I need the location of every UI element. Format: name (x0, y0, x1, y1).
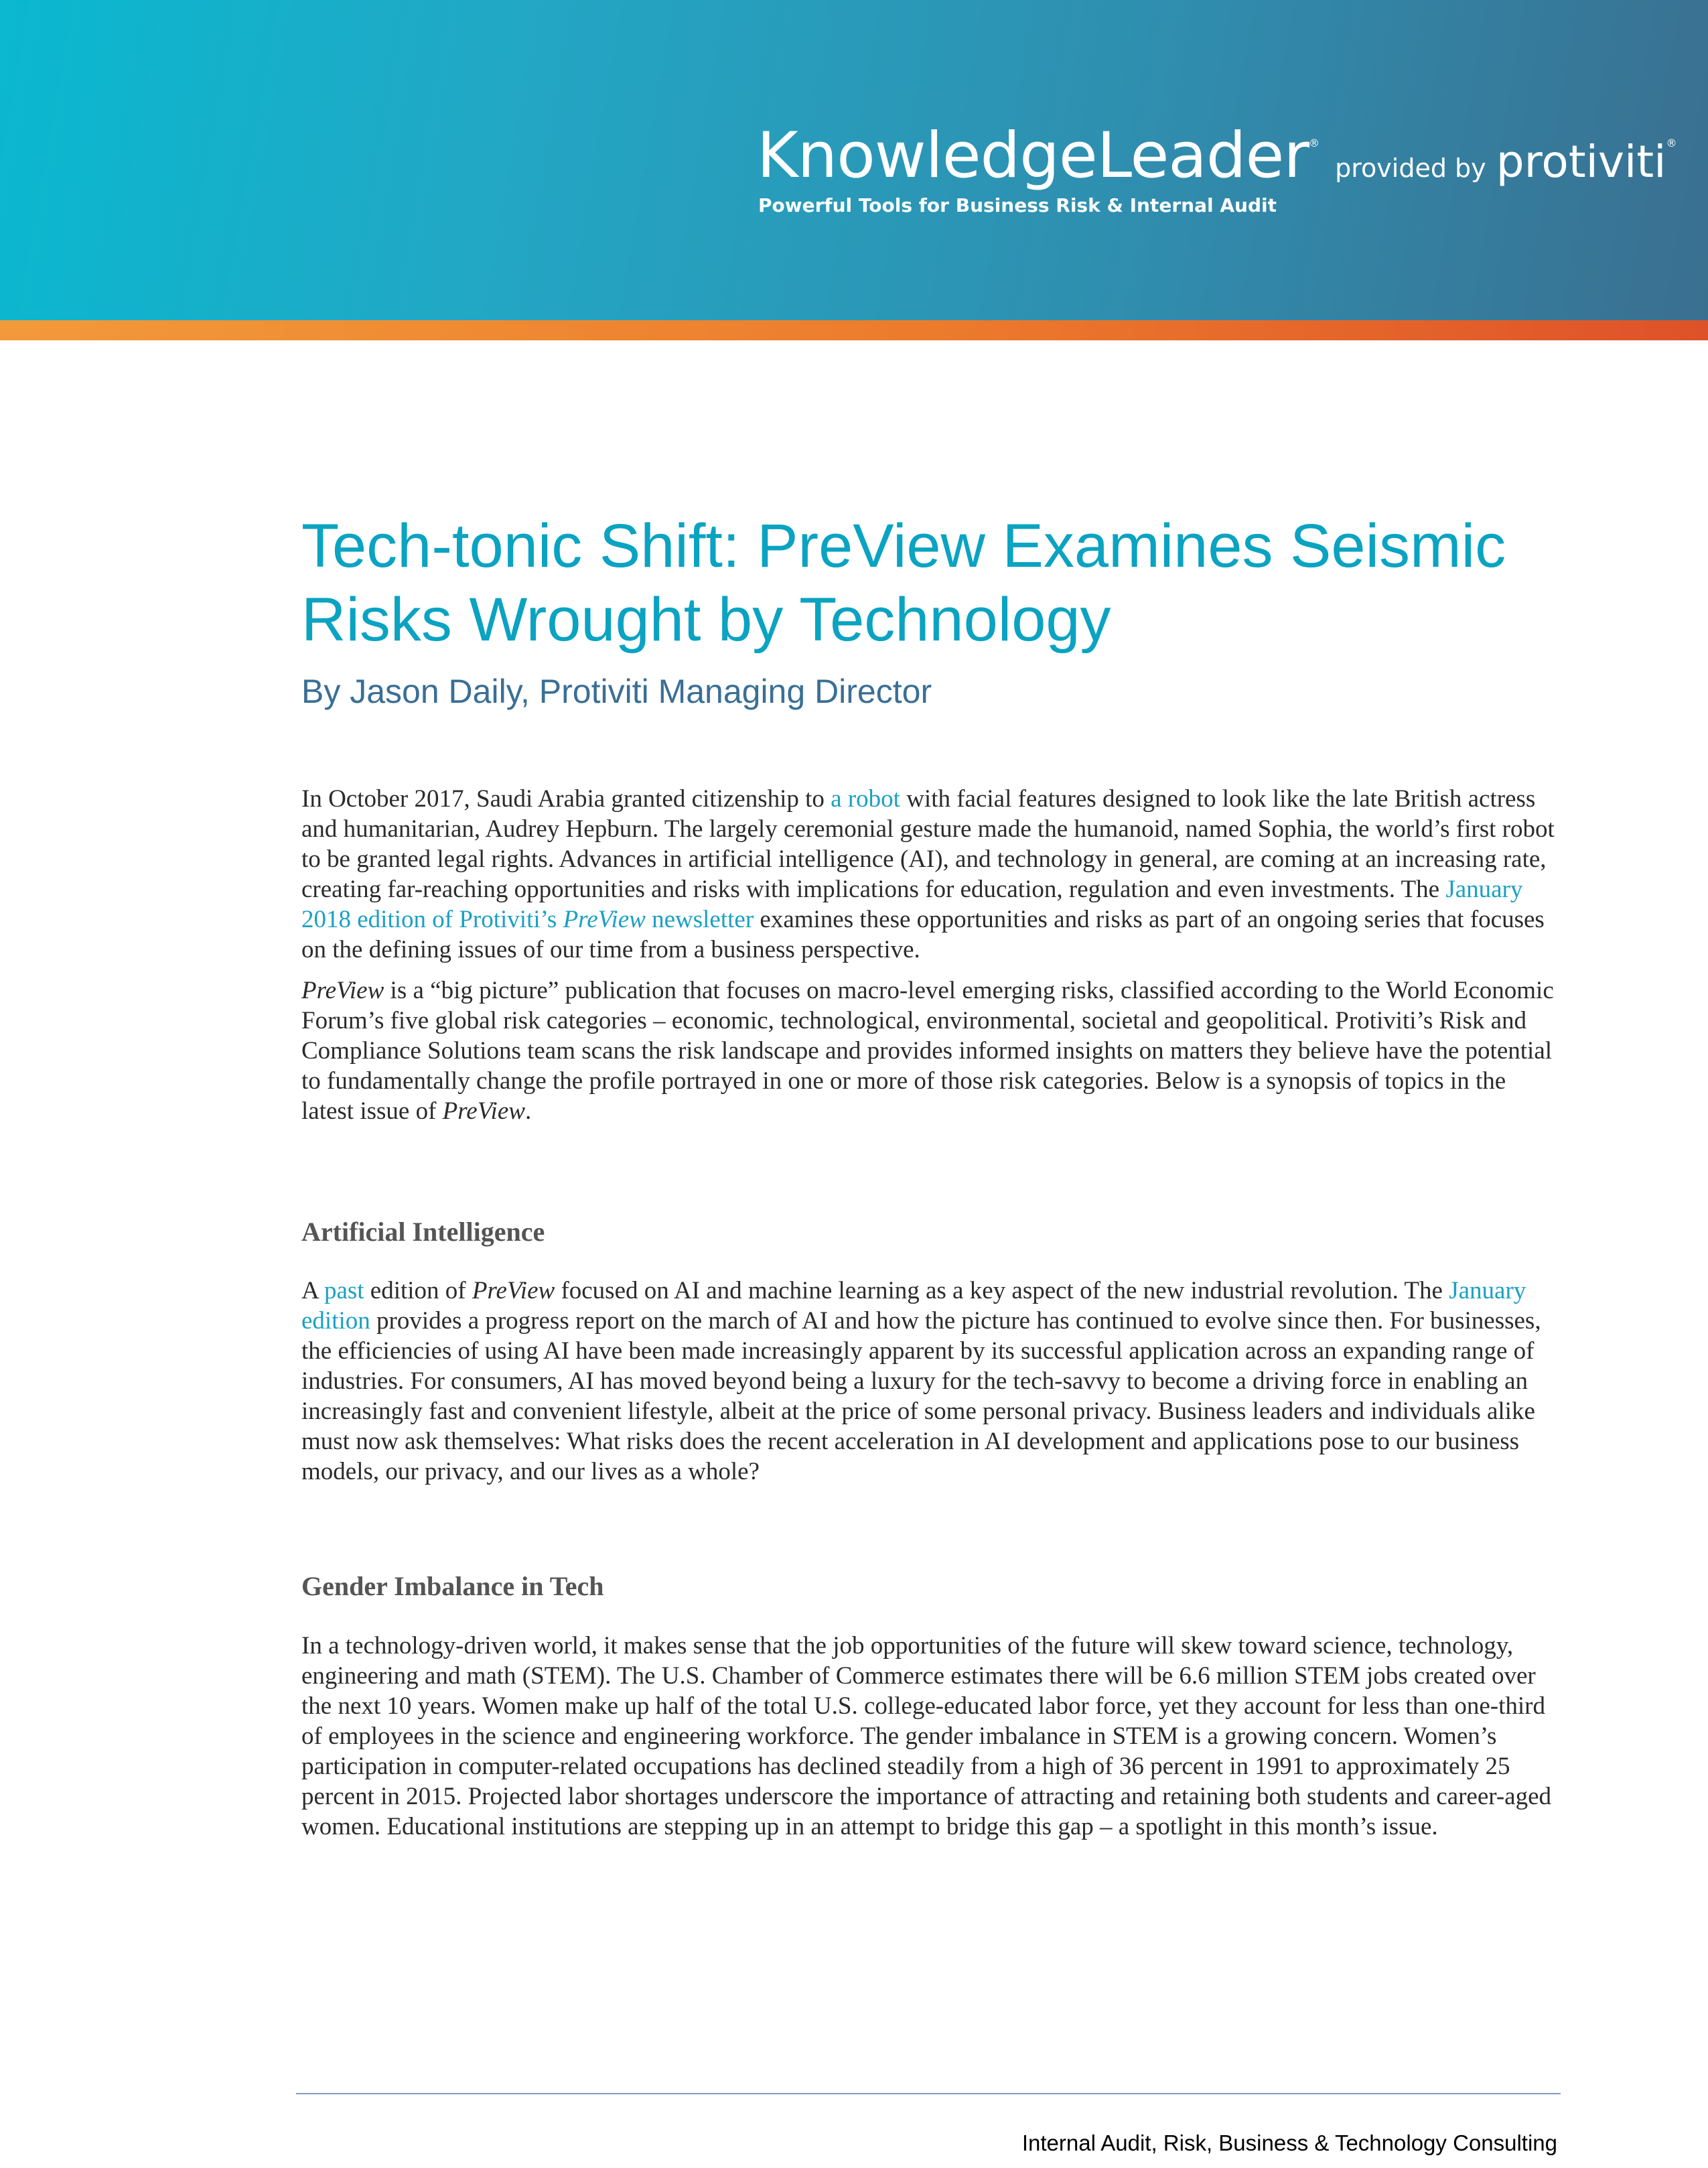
january-edition-link[interactable]: January edition (301, 1277, 1526, 1335)
article-title: Tech-tonic Shift: PreView Examines Seismic Risks Wrought by Technology (301, 512, 1506, 654)
brand-registered-mark: ® (1309, 137, 1320, 149)
footer-divider (296, 2093, 1561, 2094)
intro-paragraph-2: PreView is a “big picture” publication that focuses on macro-level emerging risks, classified according to the World Economic Forum’s five global risk categories – economic, technological, environmental, societal and geopolitical. Protiviti’s Risk and Compliance Solutions team scans the risk landscape and provides informed insights on matters they believe have the potential to fundamentally change the profile portrayed in one or more of those risk categories. Below is a synopsis of topics in the latest issue of PreView. (301, 977, 1554, 1125)
header-accent-bar (0, 320, 1708, 340)
brand-tagline: Powerful Tools for Business Risk & Internal Audit (758, 194, 1277, 216)
ai-section (301, 1276, 1557, 1497)
intro-paragraph-1: In October 2017, Saudi Arabia granted citizenship to a robot with facial features designed to look like the late British actress and humanitarian, Audrey Hepburn. The largely ceremonial gesture made the humanoid, named Sophia, the world’s first robot to be granted legal rights. Advances in artificial intelligence (AI), and technology in general, are coming at an increasing rate, creating far-reaching opportunities and risks with implications for education, regulation and even investments. The January 2018 edition of Protiviti’s PreView newsletter examines these opportunities and risks as part of an ongoing series that focuses on the defining issues of our time from a business perspective. (301, 785, 1555, 963)
gender-section (301, 1631, 1557, 1852)
robot-link[interactable]: a robot (831, 785, 900, 813)
brand-company: protiviti (1496, 136, 1666, 188)
ai-paragraph: A past edition of PreView focused on AI and machine learning as a key aspect of the new industrial revolution. The January edition provides a progress report on the march of AI and how the picture has continued to evolve since then. For businesses, the efficiencies of using AI have been made increasingly apparent by its successful application across an expanding range of industries. For consumers, AI has moved beyond being a luxury for the tech-savvy to become a driving force in enabling an increasingly fast and convenient lifestyle, albeit at the price of some personal privacy. Business leaders and individuals alike must now ask themselves: What risks does the recent acceleration in AI development and applications pose to our business models, our privacy, and our lives as a whole? (301, 1277, 1541, 1485)
preview-newsletter-link[interactable]: January 2018 edition of Protiviti’s PreView newsletter (301, 876, 1523, 933)
brand-logo (757, 119, 1677, 192)
gender-paragraph: In a technology-driven world, it makes sense that the job opportunities of the future will skew toward science, technology, engineering and math (STEM). The U.S. Chamber of Commerce estimates there will be 6.6 million STEM jobs created over the next 10 years. Women make up half of the total U.S. college-educated labor force, yet they account for less than one-third of employees in the science and engineering workforce. The gender imbalance in STEM is a growing concern. Women’s participation in computer-related occupations has declined steadily from a high of 36 percent in 1991 to approximately 25 percent in 2015. Projected labor shortages underscore the importance of attracting and retaining both students and career-aged women. Educational institutions are stepping up in an attempt to bridge this gap – a spotlight in this month’s issue. (301, 1632, 1552, 1840)
article-byline: By Jason Daily, Protiviti Managing Director (301, 673, 932, 710)
company-registered-mark: ® (1666, 137, 1677, 149)
footer-text: Internal Audit, Risk, Business & Technology Consulting (1021, 2130, 1557, 2155)
brand-provided-by: provided by (1335, 153, 1486, 183)
intro-section (301, 784, 1557, 1137)
section-heading-gender: Gender Imbalance in Tech (301, 1571, 604, 1601)
section-heading-ai: Artificial Intelligence (301, 1217, 545, 1247)
brand-name: KnowledgeLeader (757, 119, 1309, 192)
past-edition-link[interactable]: past (324, 1277, 364, 1304)
